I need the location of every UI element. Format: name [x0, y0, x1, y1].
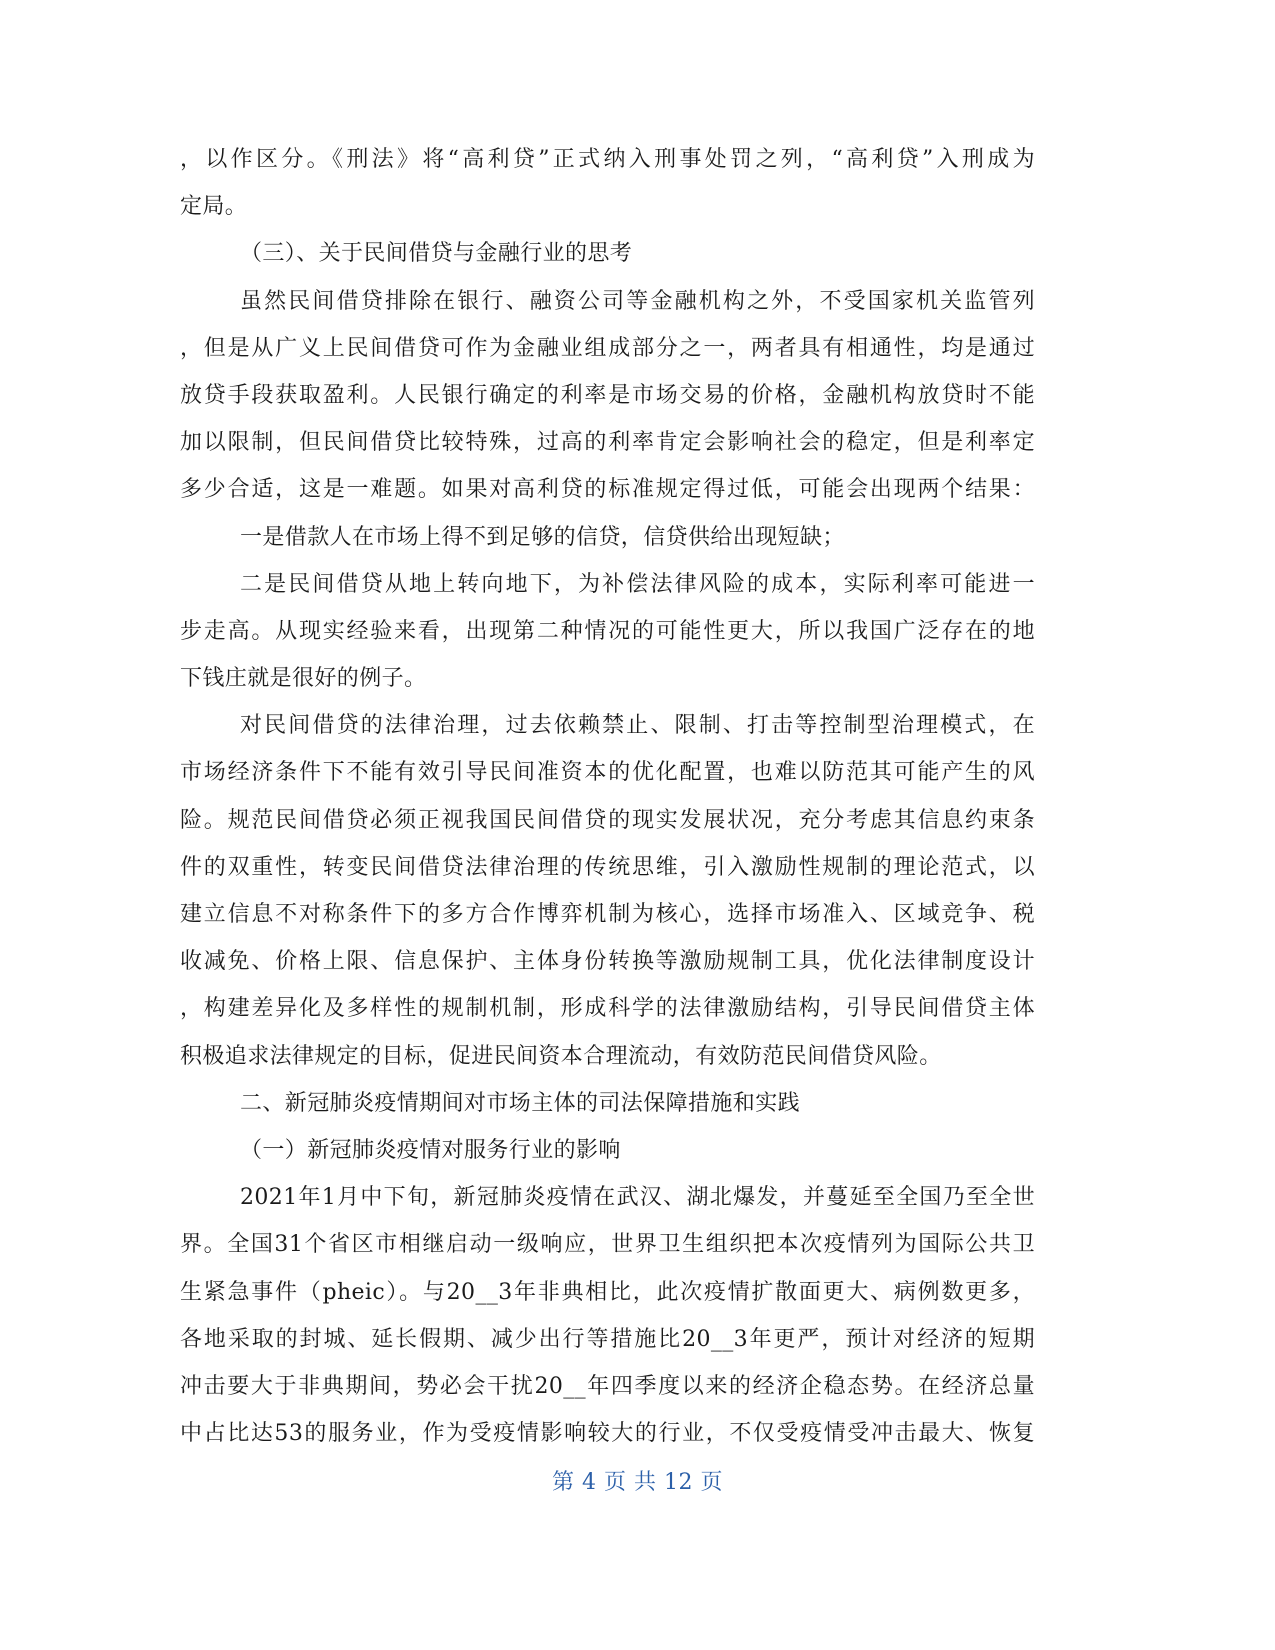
- text-line: 步走高。从现实经验来看，出现第二种情况的可能性更大，所以我国广泛存在的地: [180, 618, 1035, 644]
- text-line: 对民间借贷的法律治理，过去依赖禁止、限制、打击等控制型治理模式，在: [240, 713, 1035, 739]
- text-line: 中占比达53的服务业，作为受疫情影响较大的行业，不仅受疫情受冲击最大、恢复: [180, 1421, 1035, 1447]
- text-line: 件的双重性，转变民间借贷法律治理的传统思维，引入激励性规制的理论范式，以: [180, 854, 1035, 880]
- text-line: 放贷手段获取盈利。人民银行确定的利率是市场交易的价格，金融机构放贷时不能: [180, 382, 1035, 408]
- text-line: 积极追求法律规定的目标，促进民间资本合理流动，有效防范民间借贷风险。: [180, 1043, 942, 1069]
- text-line: 二、新冠肺炎疫情期间对市场主体的司法保障措施和实践: [240, 1090, 801, 1116]
- text-line: 加以限制，但民间借贷比较特殊，过高的利率肯定会影响社会的稳定，但是利率定: [180, 430, 1035, 456]
- text-line: 二是民间借贷从地上转向地下，为补偿法律风险的成本，实际利率可能进一: [240, 571, 1035, 597]
- text-line: 定局。: [180, 194, 248, 220]
- text-line: 多少合适，这是一难题。如果对高利贷的标准规定得过低，可能会出现两个结果：: [180, 477, 1035, 503]
- text-line: 界。全国31个省区市相继启动一级响应，世界卫生组织把本次疫情列为国际公共卫: [180, 1232, 1035, 1258]
- text-line: ，以作区分。《刑法》将“高利贷”正式纳入刑事处罚之列，“高利贷”入刑成为: [180, 147, 1035, 172]
- text-line: 下钱庄就是很好的例子。: [180, 666, 427, 692]
- text-line: 收减免、价格上限、信息保护、主体身份转换等激励规制工具，优化法律制度设计: [180, 949, 1035, 975]
- text-line: 险。规范民间借贷必须正视我国民间借贷的现实发展状况，充分考虑其信息约束条: [180, 807, 1035, 833]
- document-body: [180, 136, 1035, 1457]
- text-line: 生紧急事件（pheic）。与20__3年非典相比，此次疫情扩散面更大、病例数更多，: [180, 1279, 1035, 1305]
- text-line: 2021年1月中下旬，新冠肺炎疫情在武汉、湖北爆发，并蔓延至全国乃至全世: [240, 1185, 1035, 1211]
- text-line: 虽然民间借贷排除在银行、融资公司等金融机构之外，不受国家机关监管列: [240, 288, 1035, 314]
- text-line: 冲击要大于非典期间，势必会干扰20__年四季度以来的经济企稳态势。在经济总量: [180, 1373, 1035, 1399]
- text-line: ，构建差异化及多样性的规制机制，形成科学的法律激励结构，引导民间借贷主体: [180, 996, 1035, 1022]
- text-line: 市场经济条件下不能有效引导民间准资本的优化配置，也难以防范其可能产生的风: [180, 760, 1035, 786]
- page-footer: 第 4 页 共 12 页: [552, 1470, 723, 1495]
- text-line: 各地采取的封城、延长假期、减少出行等措施比20__3年更严，预计对经济的短期: [180, 1326, 1035, 1352]
- text-line: 一是借款人在市场上得不到足够的信贷，信贷供给出现短缺；: [240, 524, 845, 550]
- text-line: （一）新冠肺炎疫情对服务行业的影响: [240, 1137, 621, 1163]
- text-line: 建立信息不对称条件下的多方合作博弈机制为核心，选择市场准入、区域竞争、税: [180, 902, 1035, 927]
- text-line: （三）、关于民间借贷与金融行业的思考: [240, 241, 633, 267]
- text-line: ，但是从广义上民间借贷可作为金融业组成部分之一，两者具有相通性，均是通过: [180, 335, 1035, 361]
